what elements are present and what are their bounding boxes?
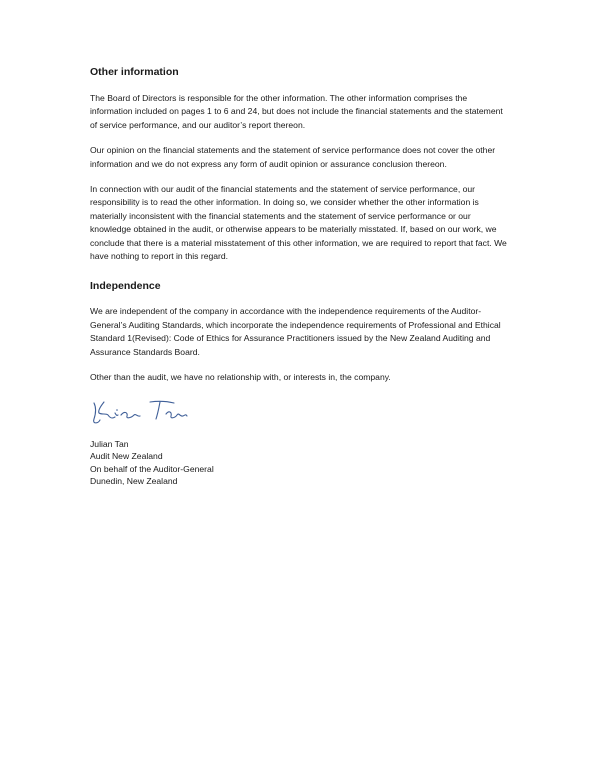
signatory-organisation: Audit New Zealand [90, 451, 163, 462]
paragraph-other-information-2: Our opinion on the financial statements and the statement of service performance does not cover the other information and we do not express any form of audit opinion or assurance conclusion thereon. [90, 145, 496, 169]
document-body [90, 64, 510, 488]
signatory-name: Julian Tan [90, 438, 129, 449]
handwritten-signature [90, 393, 200, 429]
heading-independence: Independence [90, 280, 161, 293]
signatory-location: Dunedin, New Zealand [90, 476, 178, 487]
heading-other-information: Other information [90, 66, 179, 78]
paragraph-other-information-1: The Board of Directors is responsible for the other information. The other information comprises the information included on pages 1 to 6 and 24, but does not include the financial statements and the statement of service performance, and our auditor’s report thereon. [90, 93, 503, 130]
signatory-block [90, 438, 510, 488]
paragraph-independence-2: Other than the audit, we have no relationship with, or interests in, the company. [90, 372, 391, 383]
paragraph-independence-1: We are independent of the company in accordance with the independence requirements of the Auditor-General’s Auditing Standards, which incorporate the independence requirements of Professional and Ethical Standard 1(Revised): Code of Ethics for Assurance Practitioners issued by the New Zealand Auditing and Assurance Standards Board. [90, 306, 501, 357]
signatory-capacity: On behalf of the Auditor-General [90, 463, 214, 474]
paragraph-other-information-3: In connection with our audit of the financial statements and the statement of service performance, our responsibility is to read the other information. In doing so, we consider whether the other information is materially inconsistent with the financial statements and the statement of service performance or our knowledge obtained in the audit, or otherwise appears to be materially misstated. If, based on our work, we conclude that there is a material misstatement of this other information, we are required to report that fact. We have nothing to report in this regard. [90, 184, 507, 262]
